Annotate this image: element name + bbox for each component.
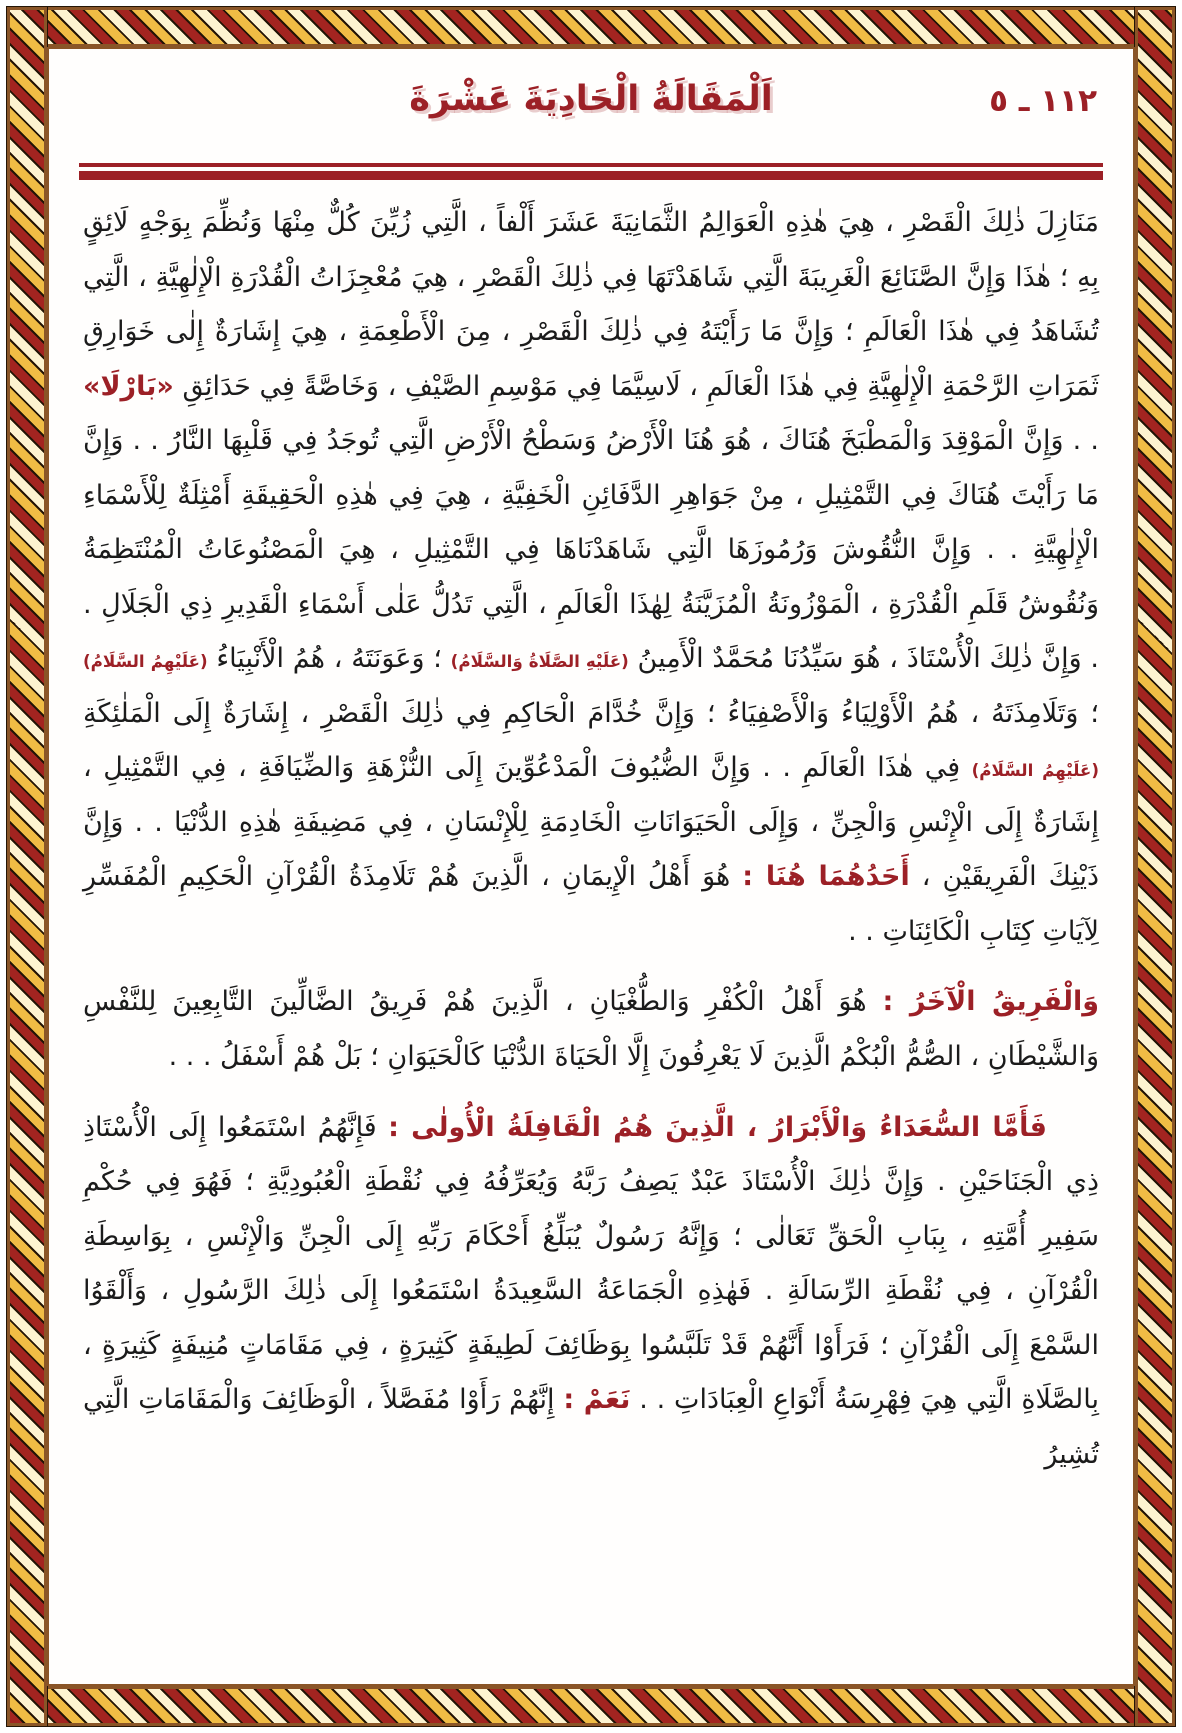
body-text-segment: ؛ وَتَلَامِذَتَهُ ، هُمُ الْأَوْلِيَاءُ وَالْأَصْفِيَاءُ ؛ وَإِنَّ خُدَّامَ الْحَاكِمِ فِي ذٰلِكَ الْقَصْرِ ، إِشَارَةٌ إِلَى الْمَلٰئِكَةِ (83, 697, 1099, 729)
paragraph-2 (83, 975, 1099, 1084)
paragraph-1 (83, 196, 1099, 959)
body-text (77, 180, 1105, 1482)
body-text-segment: هُوَ أَهْلُ الْإِيمَانِ ، الَّذِينَ هُمْ تَلَامِذَةُ الْقُرْآنِ الْحَكِيمِ الْمُفَسِّرِ لِآيَاتِ كِتَابِ الْكَائِنَاتِ . . (83, 861, 1099, 947)
page-header (77, 67, 1105, 155)
red-emphasis-text: وَالْفَرِيقُ الْآخَرُ : (882, 986, 1099, 1018)
ornate-border-top (7, 7, 1175, 47)
divider-thick-rule (79, 171, 1103, 180)
ornate-border-right (1135, 7, 1175, 1726)
ornate-border-bottom (7, 1686, 1175, 1726)
page-title: اَلْمَقَالَةُ الْحَادِيَةَ عَشْرَةَ (409, 79, 773, 119)
honorific-mark: (عَلَيْهِ الصَّلَاةُ وَالسَّلَامُ) (450, 651, 629, 672)
red-emphasis-text: «بَارْلَا» (83, 370, 174, 402)
body-text-segment: هُوَ أَهْلُ الْكُفْرِ وَالطُّغْيَانِ ، الَّذِينَ هُمْ فَرِيقُ الضَّالِّينَ التَّابِعِينَ لِلنَّفْسِ وَالشَّيْطَانِ ، الصُّمُّ الْبُكْمُ الَّذِينَ لَا يَعْرِفُونَ إِلَّا الْحَيَاةَ الدُّنْيَا كَالْحَيَوَانِ ؛ بَلْ هُمْ أَسْفَلُ . . . (83, 986, 1099, 1072)
red-emphasis-text: فَأَمَّا السُّعَدَاءُ وَالْأَبْرَارُ ، الَّذِينَ هُمُ الْقَافِلَةُ الْأُولٰى : (388, 1111, 1047, 1143)
body-text-segment: فِي هٰذَا الْعَالَمِ . . وَإِنَّ الضُّيُوفَ الْمَدْعُوِّينَ إِلَى النُّزْهَةِ وَالضِّيَافَةِ ، فِي التَّمْثِيلِ ، إِشَارَةٌ إِلَى الْإِنْسِ وَالْجِنِّ ، وَإِلَى الْحَيَوَانَاتِ الْخَادِمَةِ لِلْإِنْسَانِ ، فِي مَضِيفَةِ هٰذِهِ الدُّنْيَا . . وَإِنَّ ذَيْنِكَ الْفَرِيقَيْنِ ، (83, 752, 1100, 893)
page-number: ١١٢ ـ ٥ (989, 83, 1097, 119)
honorific-mark: (عَلَيْهِمُ السَّلَامُ) (83, 651, 208, 672)
body-text-segment: ؛ وَعَوَنَتَهُ ، هُمُ الْأَنْبِيَاءُ (207, 643, 451, 675)
paragraph-3 (83, 1101, 1099, 1483)
red-emphasis-text: نَعَمْ : (563, 1384, 631, 1416)
body-text-segment: . . وَإِنَّ الْمَوْقِدَ وَالْمَطْبَخَ هُنَاكَ ، هُوَ هُنَا الْأَرْضُ وَسَطْحُ الْأَرْضِ الَّتِي تُوجَدُ فِي قَلْبِهَا النَّارُ . . وَإِنَّ مَا رَأَيْتَ هُنَاكَ فِي التَّمْثِيلِ ، مِنْ جَوَاهِرِ الدَّفَائِنِ الْخَفِيَّةِ ، هِيَ فِي هٰذِهِ الْحَقِيقَةِ أَمْثِلَةٌ لِلْأَسْمَاءِ الْإِلٰهِيَّةِ . . وَإِنَّ النُّقُوشَ وَرُمُوزَهَا الَّتِي شَاهَدْنَاهَا فِي التَّمْثِيلِ ، هِيَ الْمَصْنُوعَاتُ الْمُنْتَظِمَةُ وَنُقُوشُ قَلَمِ الْقُدْرَةِ ، الْمَوْزُونَةُ الْمُزَيَّنَةُ لِهٰذَا الْعَالَمِ ، الَّتِي تَدُلُّ عَلٰى أَسْمَاءِ الْقَدِيرِ ذِي الْجَلَالِ . . وَإِنَّ ذٰلِكَ الْأُسْتَاذَ ، هُوَ سَيِّدُنَا مُحَمَّدٌ الْأَمِينُ (83, 425, 1099, 675)
red-emphasis-text: أَحَدُهُمَا هُنَا : (742, 861, 910, 893)
body-text-segment: فَإِنَّهُمُ اسْتَمَعُوا إِلَى الْأُسْتَاذِ ذِي الْجَنَاحَيْنِ . وَإِنَّ ذٰلِكَ الْأُسْتَاذَ عَبْدٌ يَصِفُ رَبَّهُ وَيُعَرِّفُهُ فِي نُقْطَةِ الْعُبُودِيَّةِ ؛ فَهُوَ فِي حُكْمِ سَفِيرِ أُمَّتِهِ ، بِبَابِ الْحَقِّ تَعَالٰى ؛ وَإِنَّهُ رَسُولٌ يُبَلِّغُ أَحْكَامَ رَبِّهِ إِلَى الْجِنِّ وَالْإِنْسِ ، بِوَاسِطَةِ الْقُرْآنِ ، فِي نُقْطَةِ الرِّسَالَةِ . فَهٰذِهِ الْجَمَاعَةُ السَّعِيدَةُ اسْتَمَعُوا إِلَى ذٰلِكَ الرَّسُولِ ، وَأَلْقَوُا السَّمْعَ إِلَى الْقُرْآنِ ؛ فَرَأَوْا أَنَّهُمْ قَدْ تَلَبَّسُوا بِوَظَائِفَ لَطِيفَةٍ كَثِيرَةٍ ، فِي مَقَامَاتٍ مُنِيفَةٍ كَثِيرَةٍ ، بِالصَّلَاةِ الَّتِي هِيَ فِهْرِسَةُ أَنْوَاعِ الْعِبَادَاتِ . . (83, 1111, 1099, 1416)
ornate-border-left (7, 7, 47, 1726)
page-content (47, 47, 1135, 1686)
body-text-segment: إِنَّهُمْ رَأَوْا مُفَصَّلاً ، الْوَظَائِفَ وَالْمَقَامَاتِ الَّتِي تُشِيرُ (83, 1384, 1099, 1470)
body-text-segment: مَنَازِلَ ذٰلِكَ الْقَصْرِ ، هِيَ هٰذِهِ الْعَوَالِمُ الثَّمَانِيَةَ عَشَرَ أَلْفاً ، الَّتِي زُيِّنَ كُلٌّ مِنْهَا وَنُظِّمَ بِوَجْهٍ لَائِقٍ بِهِ ؛ هٰذَا وَإِنَّ الصَّنَائِعَ الْغَرِيبَةَ الَّتِي شَاهَدْتَهَا فِي ذٰلِكَ الْقَصْرِ ، هِيَ مُعْجِزَاتُ الْقُدْرَةِ الْإِلٰهِيَّةِ ، الَّتِي تُشَاهَدُ فِي هٰذَا الْعَالَمِ ؛ وَإِنَّ مَا رَأَيْتَهُ فِي ذٰلِكَ الْقَصْرِ ، مِنَ الْأَطْعِمَةِ ، هِيَ إِشَارَةٌ إِلٰى خَوَارِقِ ثَمَرَاتِ الرَّحْمَةِ الْإِلٰهِيَّةِ فِي هٰذَا الْعَالَمِ ، لَاسِيَّمَا فِي مَوْسِمِ الصَّيْفِ ، وَخَاصَّةً فِي حَدَائِقِ (83, 207, 1099, 402)
header-divider (79, 163, 1103, 180)
honorific-mark: (عَلَيْهِمُ السَّلَامُ) (971, 760, 1099, 781)
divider-thin-rule (79, 163, 1103, 167)
